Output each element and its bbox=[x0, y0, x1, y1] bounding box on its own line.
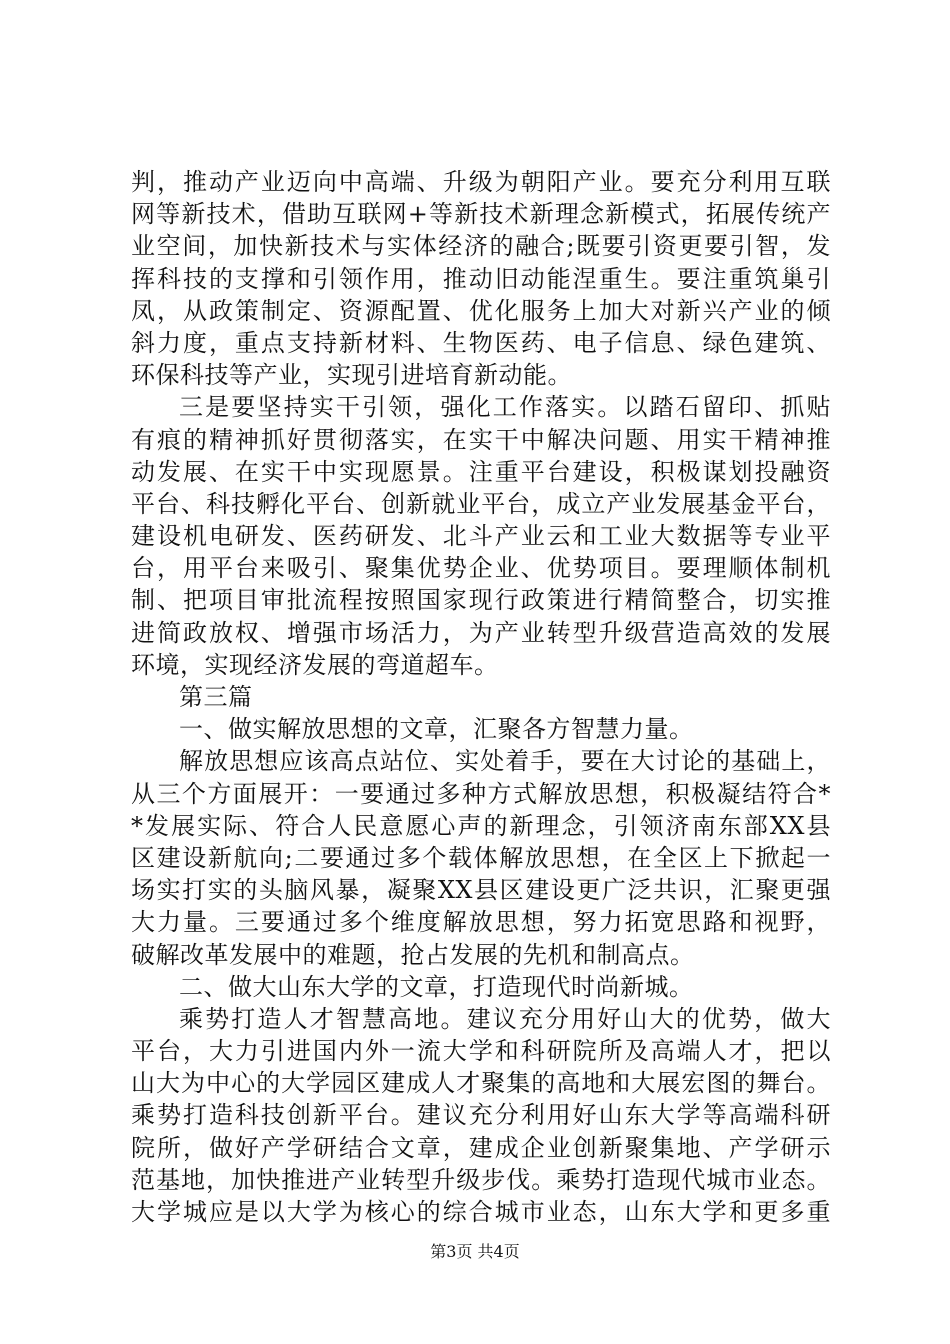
text-line: 凤，从政策制定、资源配置、优化服务上加大对新兴产业的倾 bbox=[131, 296, 831, 325]
text-line: 大学城应是以大学为核心的综合城市业态，山东大学和更多重 bbox=[131, 1198, 831, 1226]
section-heading: 第三篇 bbox=[179, 683, 253, 711]
text-line: 制、把项目审批流程按照国家现行政策进行精简整合，切实推 bbox=[131, 586, 831, 615]
text-line: 台，用平台来吸引、聚集优势企业、优势项目。要理顺体制机 bbox=[131, 554, 831, 583]
text-line: 环保科技等产业，实现引进培育新动能。 bbox=[131, 361, 572, 390]
subsection-heading: 一、做实解放思想的文章，汇聚各方智慧力量。 bbox=[179, 715, 694, 744]
text-line: 动发展、在实干中实现愿景。注重平台建设，积极谋划投融资 bbox=[131, 457, 831, 486]
text-line: 从三个方面展开：一要通过多种方式解放思想，积极凝结符合* bbox=[131, 779, 831, 808]
paragraph-start-line: 解放思想应该高点站位、实处着手，要在大讨论的基础上， bbox=[179, 747, 831, 776]
paragraph-start-line: 三是要坚持实干引领，强化工作落实。以踏石留印、抓贴 bbox=[179, 393, 831, 422]
text-line: 大力量。三要通过多个维度解放思想，努力拓宽思路和视野， bbox=[131, 908, 831, 937]
text-line: 区建设新航向;二要通过多个载体解放思想，在全区上下掀起一 bbox=[131, 843, 831, 872]
text-line: 破解改革发展中的难题，抢占发展的先机和制高点。 bbox=[131, 940, 695, 969]
text-line: 平台、科技孵化平台、创新就业平台，成立产业发展基金平台， bbox=[131, 489, 831, 518]
document-body bbox=[131, 166, 831, 1228]
text-line: 判，推动产业迈向中高端、升级为朝阳产业。要充分利用互联 bbox=[131, 168, 831, 196]
text-line: *发展实际、符合人民意愿心声的新理念，引领济南东部XX县 bbox=[131, 811, 831, 840]
text-line: 建设机电研发、医药研发、北斗产业云和工业大数据等专业平 bbox=[131, 522, 831, 551]
paragraph-start-line: 乘势打造人才智慧高地。建议充分用好山大的优势，做大 bbox=[179, 1004, 831, 1033]
text-line: 环境，实现经济发展的弯道超车。 bbox=[131, 650, 499, 679]
text-line: 挥科技的支撑和引领作用，推动旧动能涅重生。要注重筑巢引 bbox=[131, 264, 831, 293]
text-line: 斜力度，重点支持新材料、生物医药、电子信息、绿色建筑、 bbox=[131, 328, 831, 357]
text-line: 业空间，加快新技术与实体经济的融合;既要引资更要引智，发 bbox=[131, 232, 831, 261]
text-line: 山大为中心的大学园区建成人才聚集的高地和大展宏图的舞台。 bbox=[131, 1069, 831, 1098]
text-line: 乘势打造科技创新平台。建议充分利用好山东大学等高端科研 bbox=[131, 1101, 831, 1130]
text-line: 网等新技术，借助互联网+等新技术新理念新模式，拓展传统产 bbox=[131, 200, 831, 229]
page-number-footer: 第3页 共4页 bbox=[430, 1242, 520, 1261]
text-line: 场实打实的头脑风暴，凝聚XX县区建设更广泛共识，汇聚更强 bbox=[131, 876, 831, 905]
subsection-heading: 二、做大山东大学的文章，打造现代时尚新城。 bbox=[179, 972, 694, 1001]
text-line: 院所，做好产学研结合文章，建成企业创新聚集地、产学研示 bbox=[131, 1133, 831, 1162]
text-line: 范基地，加快推进产业转型升级步伐。乘势打造现代城市业态。 bbox=[131, 1165, 831, 1194]
text-line: 进简政放权、增强市场活力，为产业转型升级营造高效的发展 bbox=[131, 618, 831, 647]
text-line: 平台，大力引进国内外一流大学和科研院所及高端人才，把以 bbox=[131, 1037, 831, 1066]
text-line: 有痕的精神抓好贯彻落实，在实干中解决问题、用实干精神推 bbox=[131, 425, 831, 454]
